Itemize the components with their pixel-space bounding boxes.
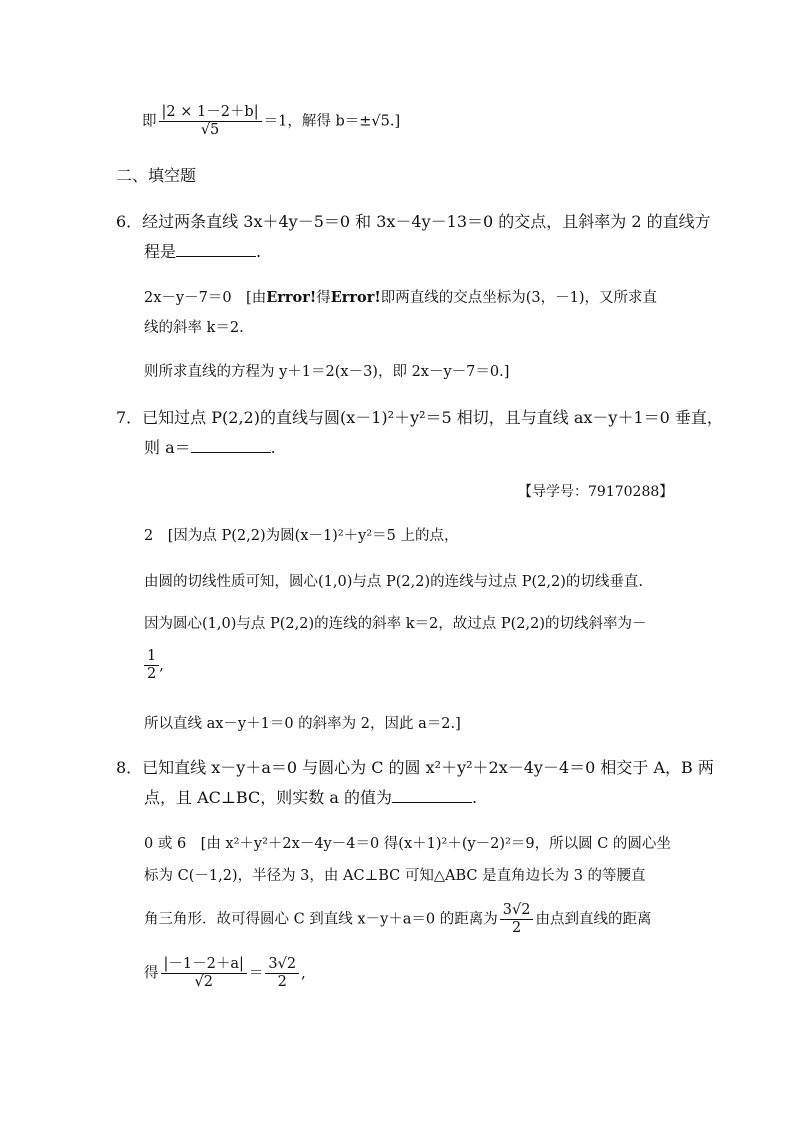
question-7-line-2 — [144, 438, 276, 458]
fraction — [265, 956, 299, 991]
fraction-denominator: √2 — [194, 974, 213, 990]
fraction-denominator: 2 — [277, 974, 287, 990]
answer-6-line-1 — [144, 288, 657, 308]
question-6-text: 程是 — [144, 242, 177, 261]
answer-8-text: 得 — [144, 965, 159, 982]
fraction — [144, 648, 159, 683]
fraction-denominator: 2 — [512, 920, 522, 936]
answer-8-text: 角三角形．故可得圆心 C 到直线 x－y＋a＝0 的距离为 — [144, 911, 498, 928]
answer-7-slope-fraction — [144, 648, 164, 683]
question-8-text: 点，且 AC⊥BC，则实数 a 的值为 — [144, 788, 392, 807]
answer-7-line-3: 因为圆心(1,0)与点 P(2,2)的连线的斜率 k＝2，故过点 P(2,2)的切线斜率为－ — [144, 616, 647, 632]
answer5-result: ＝1，解得 b＝±√5.] — [263, 113, 401, 130]
question-8-line-2 — [144, 788, 477, 808]
answer-8-line-1: 0 或 6 [由 x²＋y²＋2x－4y－4＝0 得(x＋1)²＋(y－2)²＝9，所以圆 C 的圆心坐 — [144, 836, 671, 852]
equals-sign: ＝ — [248, 965, 264, 982]
error-marker: Error! — [330, 289, 381, 306]
fraction-denominator: 2 — [147, 666, 157, 682]
question-8-line-1: 8．已知直线 x－y＋a＝0 与圆心为 C 的圆 x²＋y²＋2x－4y－4＝0 相交于 A，B 两 — [116, 758, 714, 777]
answer5-continuation — [142, 104, 400, 139]
answer-6-text: 2x－y－7＝0 [由 — [144, 290, 267, 306]
question-7-text: 则 a＝ — [144, 438, 191, 457]
answer-blank — [191, 438, 271, 453]
answer-7-line-5: 所以直线 ax－y＋1＝0 的斜率为 2，因此 a＝2.] — [144, 716, 461, 732]
answer-8-line-4 — [144, 956, 306, 991]
error-marker: Error! — [266, 289, 317, 306]
question-8-period: . — [471, 788, 478, 807]
fraction-numerator: 3√2 — [500, 902, 534, 920]
fraction-numerator: |2 × 1－2＋b| — [159, 104, 262, 122]
comma: , — [159, 657, 164, 674]
question-7-line-1: 7．已知过点 P(2,2)的直线与圆(x－1)²＋y²＝5 相切，且与直线 ax－y＋1＝0 垂直， — [116, 408, 723, 427]
answer-6-line-3: 则所求直线的方程为 y＋1＝2(x－3)，即 2x－y－7＝0.] — [144, 364, 510, 380]
answer-8-line-2: 标为 C(－1,2)，半径为 3，由 AC⊥BC 可知△ABC 是直角边长为 3 的等腰直 — [144, 868, 646, 884]
answer-6-text: 得 — [316, 290, 331, 306]
comma: , — [301, 965, 306, 982]
answer-8-text: 由点到直线的距离 — [535, 911, 652, 928]
fraction — [500, 902, 534, 937]
answer-7-line-2: 由圆的切线性质可知，圆心(1,0)与点 P(2,2)的连线与过点 P(2,2)的切线垂直. — [144, 574, 643, 590]
fraction-numerator: 3√2 — [265, 956, 299, 974]
question-6-period: . — [256, 242, 262, 261]
answer-8-line-3 — [144, 902, 651, 937]
answer-6-text: 即两直线的交点坐标为(3，－1)，又所求直 — [380, 290, 657, 306]
fraction — [159, 104, 262, 139]
fraction-numerator: 1 — [144, 648, 159, 666]
fraction — [161, 956, 247, 991]
answer-6-line-2: 线的斜率 k＝2. — [144, 320, 244, 336]
answer-blank — [176, 242, 256, 257]
fraction-numerator: |－1－2＋a| — [161, 956, 247, 974]
guide-number: 【导学号：79170288】 — [518, 484, 674, 500]
answer-7-line-1: 2 [因为点 P(2,2)为圆(x－1)²＋y²＝5 上的点， — [144, 528, 459, 544]
section-heading: 二、填空题 — [116, 166, 197, 185]
question-6-line-1: 6．经过两条直线 3x＋4y－5＝0 和 3x－4y－13＝0 的交点，且斜率为 2 的直线方 — [116, 212, 711, 231]
fraction-denominator: √5 — [200, 122, 220, 138]
question-7-period: . — [270, 438, 276, 457]
answer5-prefix: 即 — [142, 113, 157, 130]
question-6-line-2 — [144, 242, 261, 262]
answer-blank — [392, 788, 472, 803]
